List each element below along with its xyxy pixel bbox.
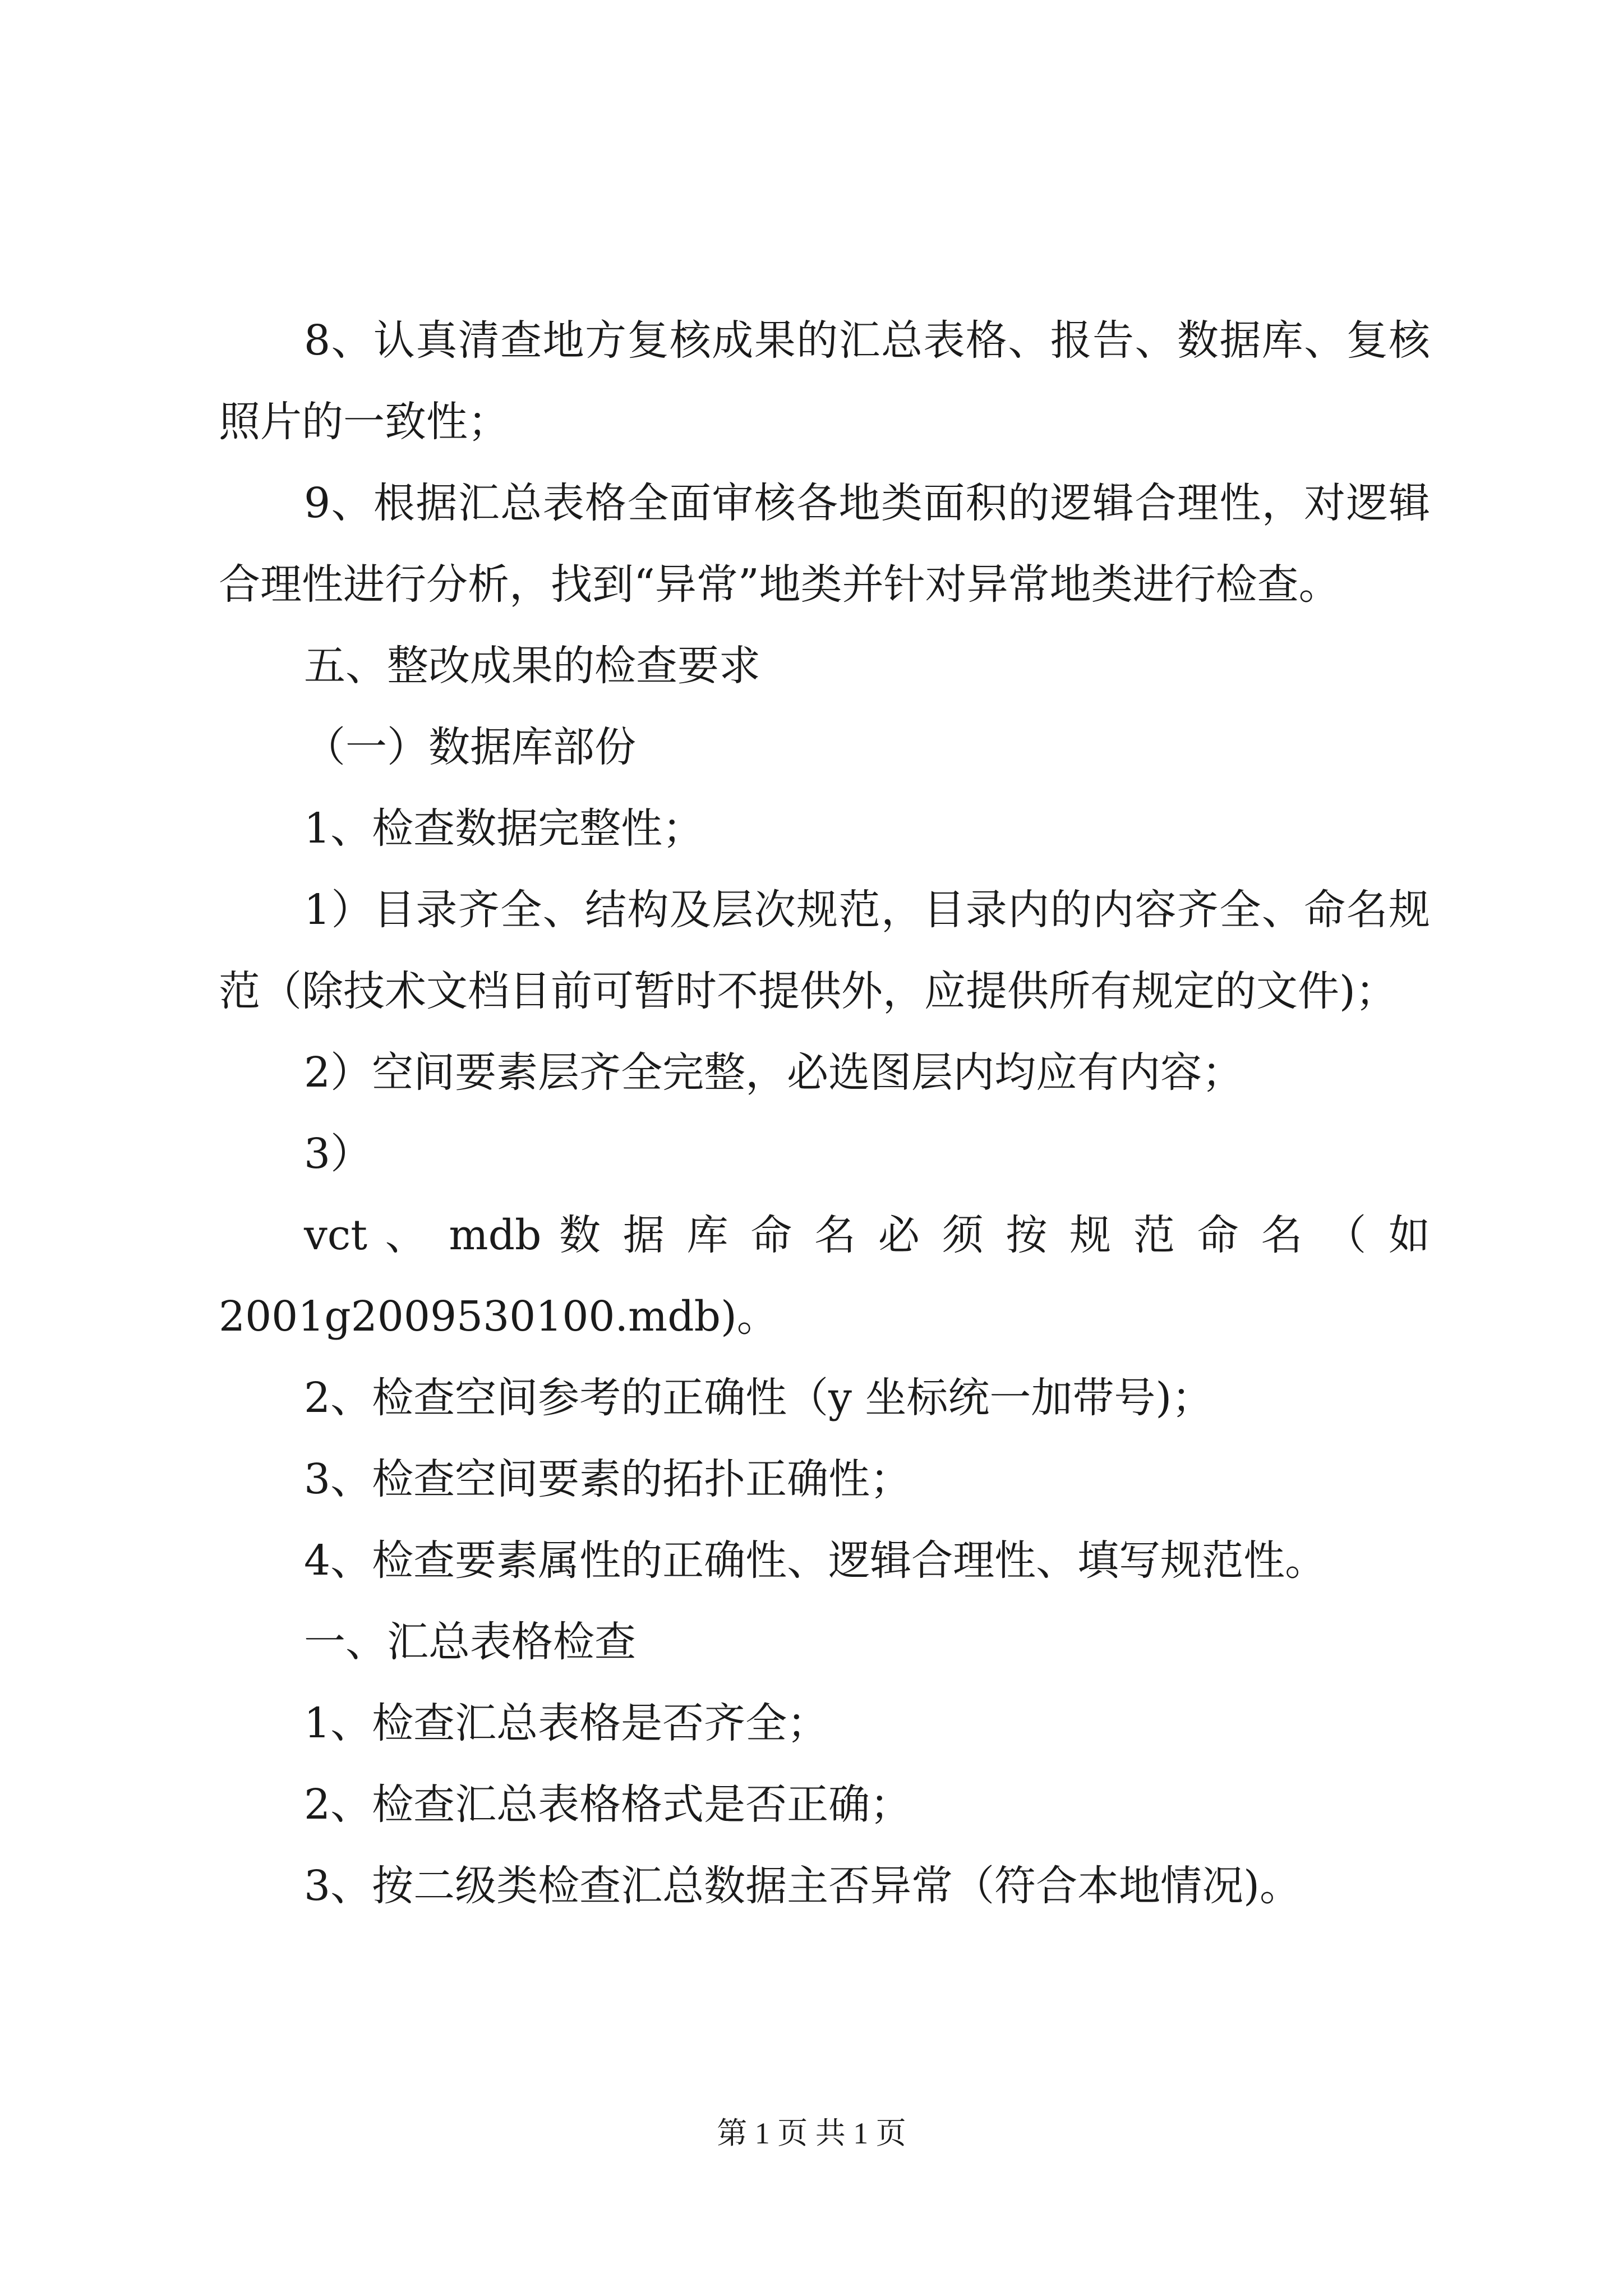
paragraph-directory-rules: 1）目录齐全、结构及层次规范，目录内的内容齐全、命名规范（除技术文档目前可暂时不提供外，应提供所有规定的文件)； [219,886,1430,1015]
paragraph-topology: 3、检查空间要素的拓扑正确性； [304,1455,912,1503]
paragraph-spatial-reference: 2、检查空间参考的正确性（y 坐标统一加带号)； [304,1374,1214,1422]
paragraph-item-9: 9、根据汇总表格全面审核各地类面积的逻辑合理性，对逻辑合理性进行分析，找到“异常”地类并针对异常地类进行检查。 [219,479,1430,609]
section-heading-five: 五、整改成果的检查要求 [304,642,760,690]
paragraph-tables-format: 2、检查汇总表格格式是否正确； [304,1780,912,1829]
page-number-footer: 第 1 页 共 1 页 [717,2116,906,2150]
paragraph-naming-example: 2001g2009530100.mdb)。 [219,1292,778,1341]
paragraph-item-8: 8、认真清查地方复核成果的汇总表格、报告、数据库、复核照片的一致性； [219,316,1430,446]
paragraph-tables-anomaly: 3、按二级类检查汇总数据主否异常（符合本地情况)。 [304,1862,1301,1910]
document-body [219,300,1430,1927]
paragraph-attributes: 4、检查要素属性的正确性、逻辑合理性、填写规范性。 [304,1536,1327,1585]
paragraph-check-completeness: 1、检查数据完整性； [304,804,704,853]
subsection-heading-database: （一）数据库部份 [304,723,636,771]
paragraph-naming-rule: vct 、 mdb 数 据 库 命 名 必 须 按 规 范 命 名 （ 如 [304,1211,1430,1259]
paragraph-tables-complete: 1、检查汇总表格是否齐全； [304,1699,829,1747]
paragraph-spatial-layers: 2）空间要素层齐全完整，必选图层内均应有内容； [304,1048,1244,1097]
section-heading-summary-tables: 一、汇总表格检查 [304,1618,636,1666]
paragraph-item-3-marker: 3） [304,1130,372,1178]
